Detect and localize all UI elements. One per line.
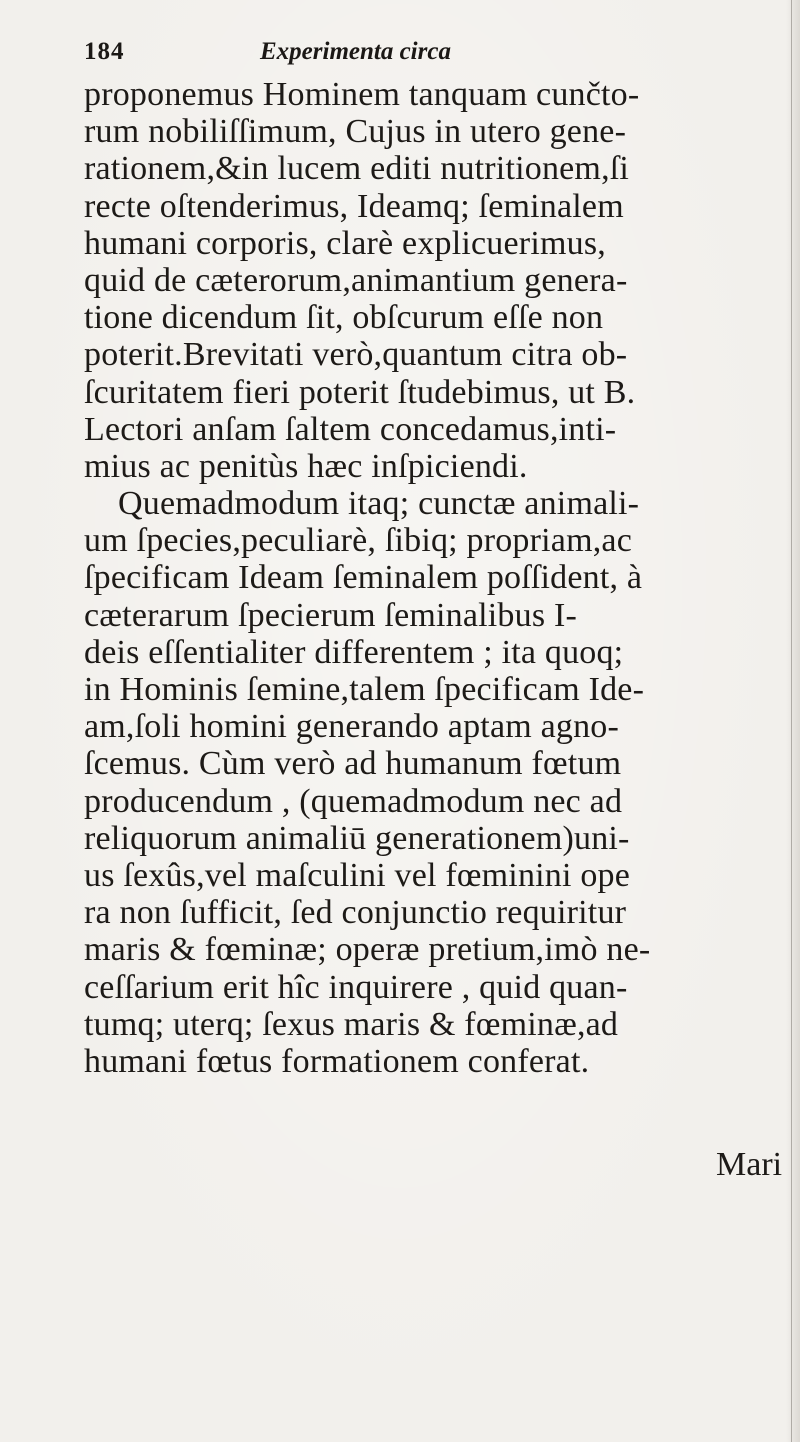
text-line: humani fœtus formationem conferat. bbox=[84, 1042, 590, 1080]
text-line: recte oſtenderimus, Ideamq; ſeminalem bbox=[84, 187, 624, 225]
text-line: producendum , (quemadmodum nec ad bbox=[84, 782, 623, 820]
text-line: Lectori anſam ſaltem concedamus,inti- bbox=[84, 410, 617, 448]
text-line: tione dicendum ſit, obſcurum eſſe non bbox=[84, 299, 604, 337]
running-head: Experimenta circa bbox=[260, 38, 451, 65]
text-line: mius ac penitùs hæc inſpiciendi. bbox=[84, 447, 528, 485]
text-line: humani corporis, clarè explicuerimus, bbox=[84, 224, 606, 262]
text-line: ra non ſufficit, ſed conjunctio requiritur bbox=[84, 894, 627, 932]
text-line: tumq; uterq; ſexus maris & fœminæ,ad bbox=[84, 1005, 619, 1043]
catchword: Mari bbox=[716, 1146, 783, 1183]
body-text bbox=[84, 76, 800, 1080]
text-line: proponemus Hominem tanquam cunčto- bbox=[84, 76, 640, 113]
text-line: maris & fœminæ; operæ pretium,imò ne- bbox=[84, 931, 651, 969]
text-line: ceſſarium erit hîc inquirere , quid quan- bbox=[84, 968, 628, 1006]
text-line: cæterarum ſpecierum ſeminalibus I- bbox=[84, 596, 578, 634]
text-line: rum nobiliſſimum, Cujus in utero gene- bbox=[84, 113, 627, 151]
page-number: 184 bbox=[84, 38, 125, 65]
text-line: deis eſſentialiter differentem ; ita quoq; bbox=[84, 633, 624, 671]
page-header bbox=[84, 38, 704, 78]
text-line-indented: Quemadmodum itaq; cunctæ animali- bbox=[118, 485, 640, 523]
text-line: am,ſoli homini generando aptam agno- bbox=[84, 708, 619, 746]
text-line: um ſpecies,peculiarè, ſibiq; propriam,ac bbox=[84, 522, 633, 560]
text-line: rationem,&in lucem editi nutritionem,ſi bbox=[84, 150, 630, 188]
text-line: poterit.Brevitati verò,quantum citra ob- bbox=[84, 336, 628, 374]
text-line: ſpecificam Ideam ſeminalem poſſident, à bbox=[84, 559, 643, 597]
text-line: quid de cæterorum,animantium genera- bbox=[84, 261, 628, 299]
text-line: in Hominis ſemine,talem ſpecificam Ide- bbox=[84, 671, 645, 708]
text-line: ſcuritatem fieri poterit ſtudebimus, ut B. bbox=[84, 373, 636, 411]
text-line: reliquorum animaliū generationem)uni- bbox=[84, 819, 630, 857]
text-line: ſcemus. Cùm verò ad humanum fœtum bbox=[84, 745, 622, 783]
text-line: us ſexûs,vel maſculini vel fœminini ope bbox=[84, 856, 631, 894]
